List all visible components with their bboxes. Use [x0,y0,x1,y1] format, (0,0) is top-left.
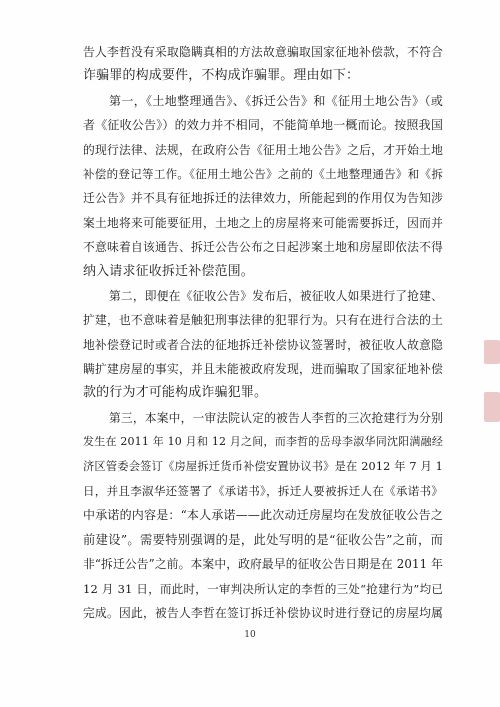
seal-stamp-fragment [484,392,500,422]
text-line: 迁公告》并不具有征地拆迁的法律效力，所能起到的作用仅为告知涉 [83,191,443,206]
text-line: 地补偿登记时或者合法的征地拆迁补偿协议签署时，被征收人故意隐 [83,337,443,352]
text-line: 中承诺的内容是：“本人承诺——此次动迁房屋均在发放征收公告之 [83,508,443,523]
text-line: 发生在 2011 年 10 月和 12 月之间，而李哲的岳母李淑华同沈阳满融经 [83,435,443,449]
paragraph-first-line: 第二，即便在《征收公告》发布后，被征收人如果进行了抢建、 [109,288,443,303]
text-line: 前建设”。需要特别强调的是，此处写明的是“征收公告”之前，而 [83,532,443,547]
body-text [83,40,443,625]
text-line: 日，并且李淑华还签署了《承诺书》，拆迁人要被拆迁人在《承诺书》 [83,484,443,499]
seal-stamp-fragment [484,340,500,364]
paragraph-first-line: 第三，本案中，一审法院认定的被告人李哲的三次抢建行为分别 [109,410,443,425]
text-line: 非“拆迁公告”之前。本案中，政府最早的征收公告日期是在 2011 年 [83,557,443,572]
text-line: 纳入请求征收拆迁补偿范围。 [83,263,254,279]
text-line: 济区管委会签订《房屋拆迁货币补偿安置协议书》是在 2012 年 7 月 1 [83,459,443,473]
page-number: 10 [244,630,256,640]
text-line: 完成。因此，被告人李哲在签订拆迁补偿协议时进行登记的房屋均属 [83,605,443,620]
text-line: 告人李哲没有采取隐瞒真相的方法故意骗取国家征地补偿款，不符合 [83,45,443,59]
text-line: 扩建，也不意味着是触犯刑事法律的犯罪行为。只有在进行合法的土 [83,313,443,328]
text-line: 案土地将来可能要征用，土地之上的房屋将来可能需要拆迁，因而并 [83,215,443,230]
text-line: 诈骗罪的构成要件，不构成诈骗罪。理由如下： [83,68,360,84]
text-line: 瞒扩建房屋的事实，并且未能被政府发现，进而骗取了国家征地补偿 [83,362,443,377]
text-line: 款的行为才可能构成诈骗犯罪。 [83,385,268,401]
text-line: 的现行法律、法规，在政府公告《征用土地公告》之后，才开始土地 [83,142,443,157]
text-line: 补偿的登记等工作。《征用土地公告》之前的《土地整理通告》和《拆 [83,166,443,181]
paragraph-first-line: 第一，《土地整理通告》、《拆迁公告》和《征用土地公告》（或 [109,93,443,108]
text-line: 12 月 31 日，而此时，一审判决所认定的李哲的三处“抢建行为”均已 [83,581,443,596]
text-line: 不意味着自该通告、拆迁公告公布之日起涉案土地和房屋即依法不得 [83,240,443,255]
text-line: 者《征收公告》）的效力并不相同，不能简单地一概而论。按照我国 [83,118,443,133]
